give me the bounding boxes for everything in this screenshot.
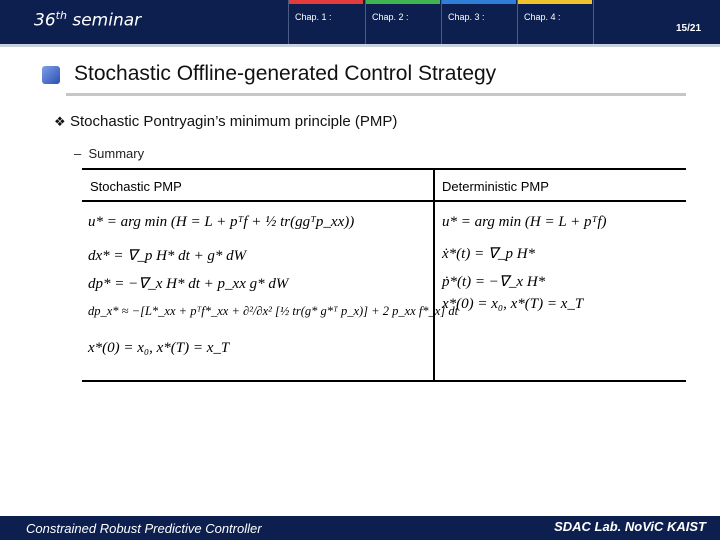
title-bullet-icon (42, 66, 60, 84)
deterministic-eq-optimal-control: u* = arg min (H = L + pᵀf) (442, 214, 607, 230)
stochastic-eq-boundary: x*(0) = x₀, x*(T) = x_T (88, 340, 230, 356)
chap-4-tab[interactable] (517, 0, 592, 44)
chap-2-label: Chap. 2 : (372, 12, 409, 22)
stochastic-eq-costate-gradient: dp_x* ≈ −[L*_xx + pᵀf*_xx + ∂²/∂x² [½ tr(g* g*ᵀ p_x)] + 2 p_xx f*_x] dt (88, 304, 459, 318)
title-rule (66, 93, 686, 96)
seminar-number: 36 (34, 10, 56, 31)
sub-bullet-dash: – (74, 146, 82, 161)
stochastic-eq-optimal-control: u* = arg min (H = L + pᵀf + ½ tr(ggᵀp_xx)) (88, 214, 355, 230)
slide-header (0, 0, 720, 50)
sub-bullet-text: Summary (88, 146, 145, 161)
deterministic-header: Deterministic PMP (442, 179, 549, 194)
deterministic-eq-state: ẋ*(t) = ∇_p H* (442, 246, 536, 262)
chap-2-tab[interactable] (365, 0, 440, 44)
deterministic-eq-costate: ṗ*(t) = −∇_x H* (442, 274, 546, 290)
table-rule-header (82, 200, 686, 202)
bullet-item (54, 113, 397, 130)
deterministic-eq-boundary: x*(0) = x₀, x*(T) = x_T (442, 296, 584, 312)
table-rule-top (82, 168, 686, 170)
header-underline (0, 44, 720, 47)
page-number: 15/21 (676, 23, 702, 34)
chap-3-stripe (442, 0, 516, 4)
chap-1-stripe (289, 0, 363, 4)
footer-title: Constrained Robust Predictive Controller (26, 521, 262, 536)
stochastic-header: Stochastic PMP (90, 179, 182, 194)
chap-1-label: Chap. 1 : (295, 12, 332, 22)
slide-title: Stochastic Offline-generated Control Strategy (74, 62, 497, 85)
diamond-bullet-icon: ❖ (54, 114, 66, 129)
chap-3-label: Chap. 3 : (448, 12, 485, 22)
stochastic-eq-costate: dp* = −∇_x H* dt + p_xx g* dW (88, 276, 289, 292)
chap-1-tab[interactable] (288, 0, 363, 44)
table-rule-bottom (82, 380, 686, 382)
bullet-text: Stochastic Pontryagin’s minimum principle (PMP) (70, 113, 398, 130)
chap-blank-tab (593, 0, 668, 44)
pmp-comparison-table (82, 168, 686, 382)
seminar-superscript: th (55, 9, 67, 22)
chap-3-tab[interactable] (441, 0, 516, 44)
chap-2-stripe (366, 0, 440, 4)
sub-bullet-item (74, 146, 144, 161)
footer-lab: SDAC Lab. NoViC KAIST (554, 519, 706, 534)
seminar-label (34, 9, 141, 31)
stochastic-eq-state: dx* = ∇_p H* dt + g* dW (88, 248, 247, 264)
chap-4-label: Chap. 4 : (524, 12, 561, 22)
table-column-divider (433, 168, 435, 382)
chap-4-stripe (518, 0, 592, 4)
seminar-word: seminar (72, 10, 142, 31)
